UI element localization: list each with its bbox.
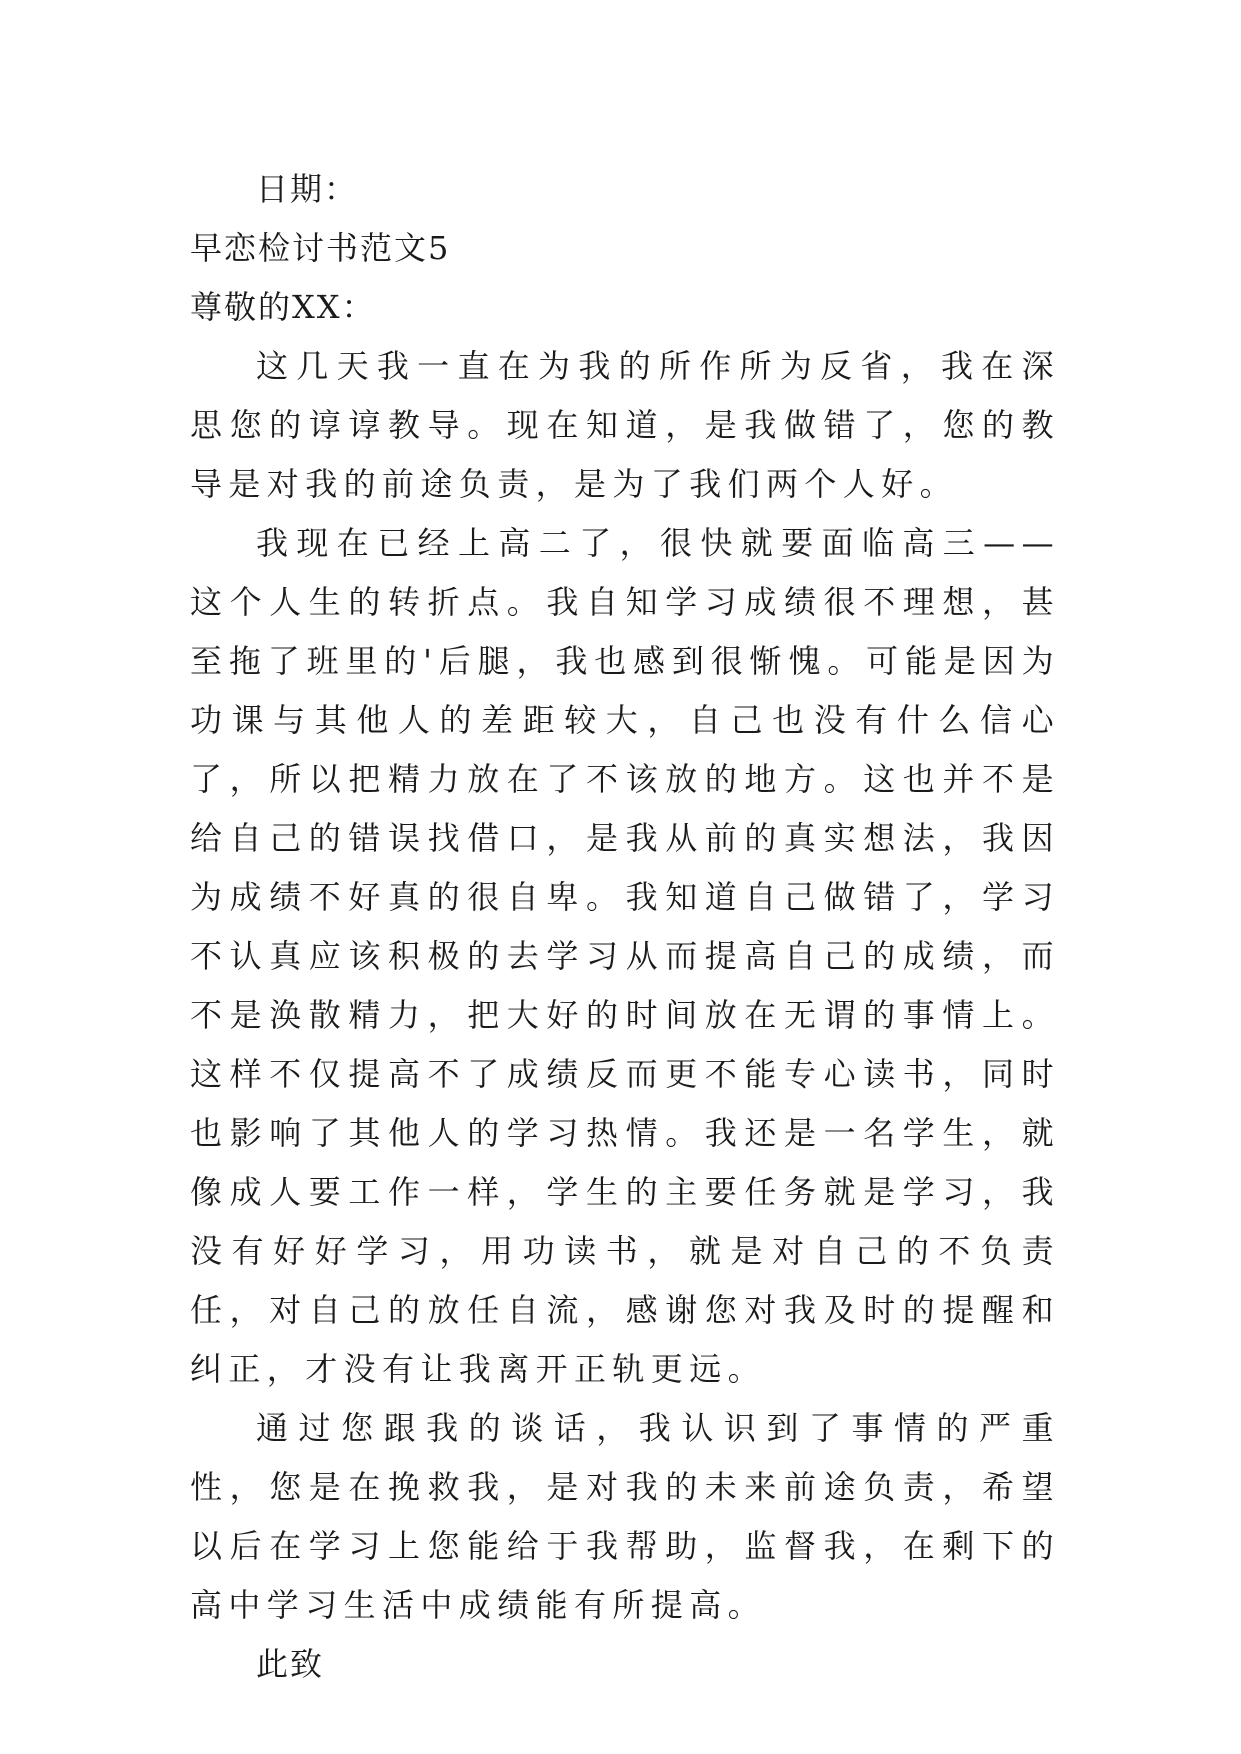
salutation: 尊敬的XX：	[190, 288, 376, 326]
paragraph-1: 这几天我一直在为我的所作所为反省，我在深思您的谆谆教导。现在知道，是我做错了，您的教导是对我的前途负责，是为了我们两个人好。	[190, 347, 1060, 503]
document-body	[190, 160, 1060, 1694]
paragraph-2: 我现在已经上高二了，很快就要面临高三——这个人生的转折点。我自知学习成绩很不理想，甚至拖了班里的'后腿，我也感到很惭愧。可能是因为功课与其他人的差距较大，自己也没有什么信心了，所以把精力放在了不该放的地方。这也并不是给自己的错误找借口，是我从前的真实想法，我因为成绩不好真的很自卑。我知道自己做错了，学习不认真应该积极的去学习从而提高自己的成绩，而不是涣散精力，把大好的时间放在无谓的事情上。这样不仅提高不了成绩反而更不能专心读书，同时也影响了其他人的学习热情。我还是一名学生，就像成人要工作一样，学生的主要任务就是学习，我没有好好学习，用功读书，就是对自己的不负责任，对自己的放任自流，感谢您对我及时的提醒和纠正，才没有让我离开正轨更远。	[190, 524, 1060, 1388]
paragraph-3: 通过您跟我的谈话，我认识到了事情的严重性，您是在挽救我，是对我的未来前途负责，希望以后在学习上您能给于我帮助，监督我，在剩下的高中学习生活中成绩能有所提高。	[190, 1409, 1060, 1624]
closing: 此致	[256, 1645, 325, 1683]
document-title: 早恋检讨书范文5	[190, 229, 451, 267]
date-label: 日期：	[256, 170, 359, 208]
